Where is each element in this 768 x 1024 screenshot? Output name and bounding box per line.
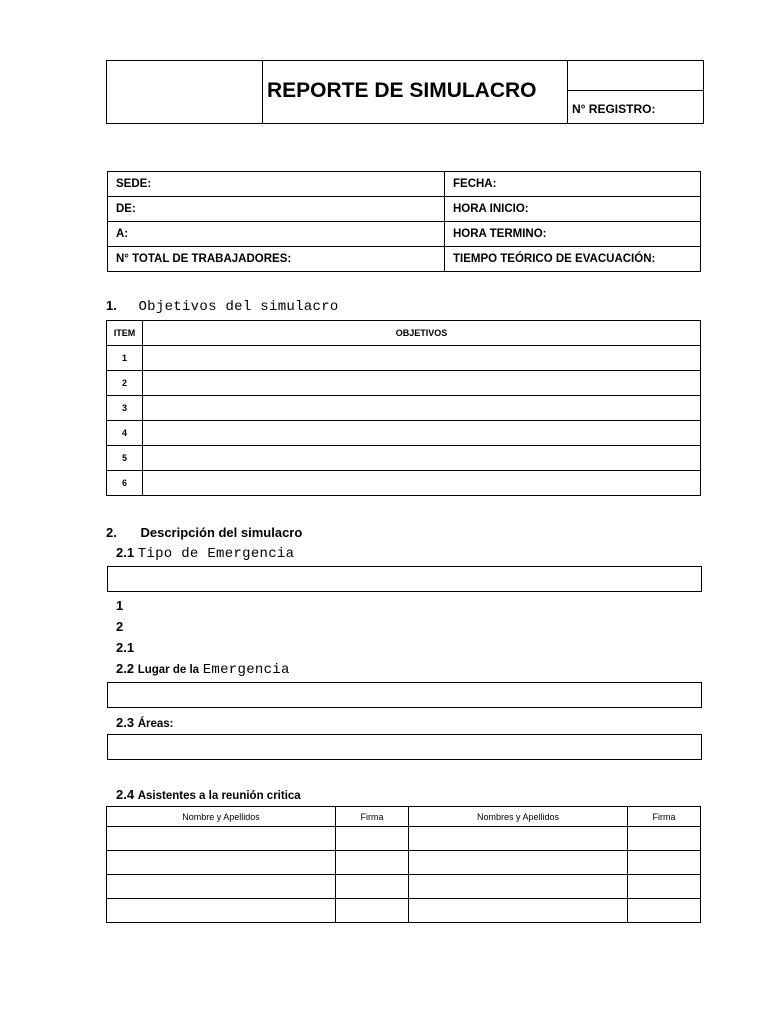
attendee-signature-cell[interactable] xyxy=(628,875,701,899)
attendee-signature-cell[interactable] xyxy=(628,899,701,923)
attendee-signature-cell[interactable] xyxy=(628,851,701,875)
attendee-name-cell[interactable] xyxy=(107,875,336,899)
section23-number: 2.3 xyxy=(116,715,135,730)
title-cell xyxy=(263,61,568,124)
info-table xyxy=(107,171,701,272)
info-row xyxy=(108,222,701,247)
attendee-signature-cell[interactable] xyxy=(628,827,701,851)
header-table xyxy=(106,60,704,124)
attendees-header-nombre: Nombre y Apellidos xyxy=(107,807,336,827)
table-row xyxy=(107,471,701,496)
info-de-label: DE: xyxy=(108,197,445,222)
table-row xyxy=(107,446,701,471)
info-tiempo-evacuacion-label: TIEMPO TEÓRICO DE EVACUACIÓN: xyxy=(445,247,701,272)
section2-heading xyxy=(106,525,302,540)
attendee-name-cell[interactable] xyxy=(409,899,628,923)
table-row xyxy=(107,346,701,371)
objectives-header-item: ITEM xyxy=(107,321,143,346)
info-total-trabajadores-label: N° TOTAL DE TRABAJADORES: xyxy=(108,247,445,272)
section22-prefix: Lugar de la xyxy=(137,664,200,676)
info-hora-termino-label: HORA TERMINO: xyxy=(445,222,701,247)
info-row xyxy=(108,247,701,272)
attendee-name-cell[interactable] xyxy=(409,827,628,851)
objectives-table xyxy=(106,320,701,496)
section1-heading xyxy=(106,298,339,315)
attendee-name-cell[interactable] xyxy=(107,827,336,851)
attendee-signature-cell[interactable] xyxy=(336,827,409,851)
item-number: 3 xyxy=(107,396,143,421)
info-row xyxy=(108,172,701,197)
attendees-header-firma-2: Firma xyxy=(628,807,701,827)
attendee-name-cell[interactable] xyxy=(107,899,336,923)
table-row xyxy=(107,827,701,851)
objective-cell[interactable] xyxy=(143,371,701,396)
attendees-header-firma: Firma xyxy=(336,807,409,827)
table-row xyxy=(107,851,701,875)
table-row xyxy=(107,875,701,899)
attendee-signature-cell[interactable] xyxy=(336,851,409,875)
attendee-signature-cell[interactable] xyxy=(336,899,409,923)
list-item-2: 2 xyxy=(116,619,124,634)
info-sede-label: SEDE: xyxy=(108,172,445,197)
item-number: 4 xyxy=(107,421,143,446)
info-a-label: A: xyxy=(108,222,445,247)
section1-number: 1. xyxy=(106,298,117,313)
section24-heading xyxy=(116,787,301,802)
logo-cell xyxy=(107,61,263,124)
attendee-signature-cell[interactable] xyxy=(336,875,409,899)
table-row xyxy=(107,899,701,923)
objective-cell[interactable] xyxy=(143,471,701,496)
section22-title: Emergencia xyxy=(202,662,290,678)
section24-number: 2.4 xyxy=(116,787,135,802)
objective-cell[interactable] xyxy=(143,421,701,446)
list-item-2-1: 2.1 xyxy=(116,640,135,655)
objective-cell[interactable] xyxy=(143,346,701,371)
section23-heading xyxy=(116,715,174,730)
info-hora-inicio-label: HORA INICIO: xyxy=(445,197,701,222)
section2-number: 2. xyxy=(106,525,117,540)
document-title: REPORTE DE SIMULACRO xyxy=(267,79,537,102)
section23-title: Áreas: xyxy=(137,718,174,730)
section21-number: 2.1 xyxy=(116,545,135,560)
section2-title: Descripción del simulacro xyxy=(140,525,303,540)
item-number: 1 xyxy=(107,346,143,371)
tipo-emergencia-field[interactable] xyxy=(107,566,702,592)
attendees-table xyxy=(106,806,701,923)
attendees-header-nombres: Nombres y Apellidos xyxy=(409,807,628,827)
objective-cell[interactable] xyxy=(143,396,701,421)
table-row xyxy=(107,421,701,446)
attendee-name-cell[interactable] xyxy=(409,851,628,875)
item-number: 5 xyxy=(107,446,143,471)
section22-number: 2.2 xyxy=(116,661,135,676)
section22-heading xyxy=(116,661,290,678)
objective-cell[interactable] xyxy=(143,446,701,471)
item-number: 6 xyxy=(107,471,143,496)
table-row xyxy=(107,396,701,421)
attendee-name-cell[interactable] xyxy=(107,851,336,875)
section24-title: Asistentes a la reunión critica xyxy=(137,790,301,802)
objectives-header-objetivos: OBJETIVOS xyxy=(143,321,701,346)
areas-field[interactable] xyxy=(107,734,702,760)
attendee-name-cell[interactable] xyxy=(409,875,628,899)
item-number: 2 xyxy=(107,371,143,396)
registro-top-cell xyxy=(568,61,704,91)
info-fecha-label: FECHA: xyxy=(445,172,701,197)
registro-label: N° REGISTRO: xyxy=(568,91,704,124)
lugar-emergencia-field[interactable] xyxy=(107,682,702,708)
section21-title: Tipo de Emergencia xyxy=(137,546,295,562)
section1-title: Objetivos del simulacro xyxy=(138,299,339,315)
section21-heading xyxy=(116,545,294,562)
info-row xyxy=(108,197,701,222)
list-item-1: 1 xyxy=(116,598,124,613)
table-row xyxy=(107,371,701,396)
